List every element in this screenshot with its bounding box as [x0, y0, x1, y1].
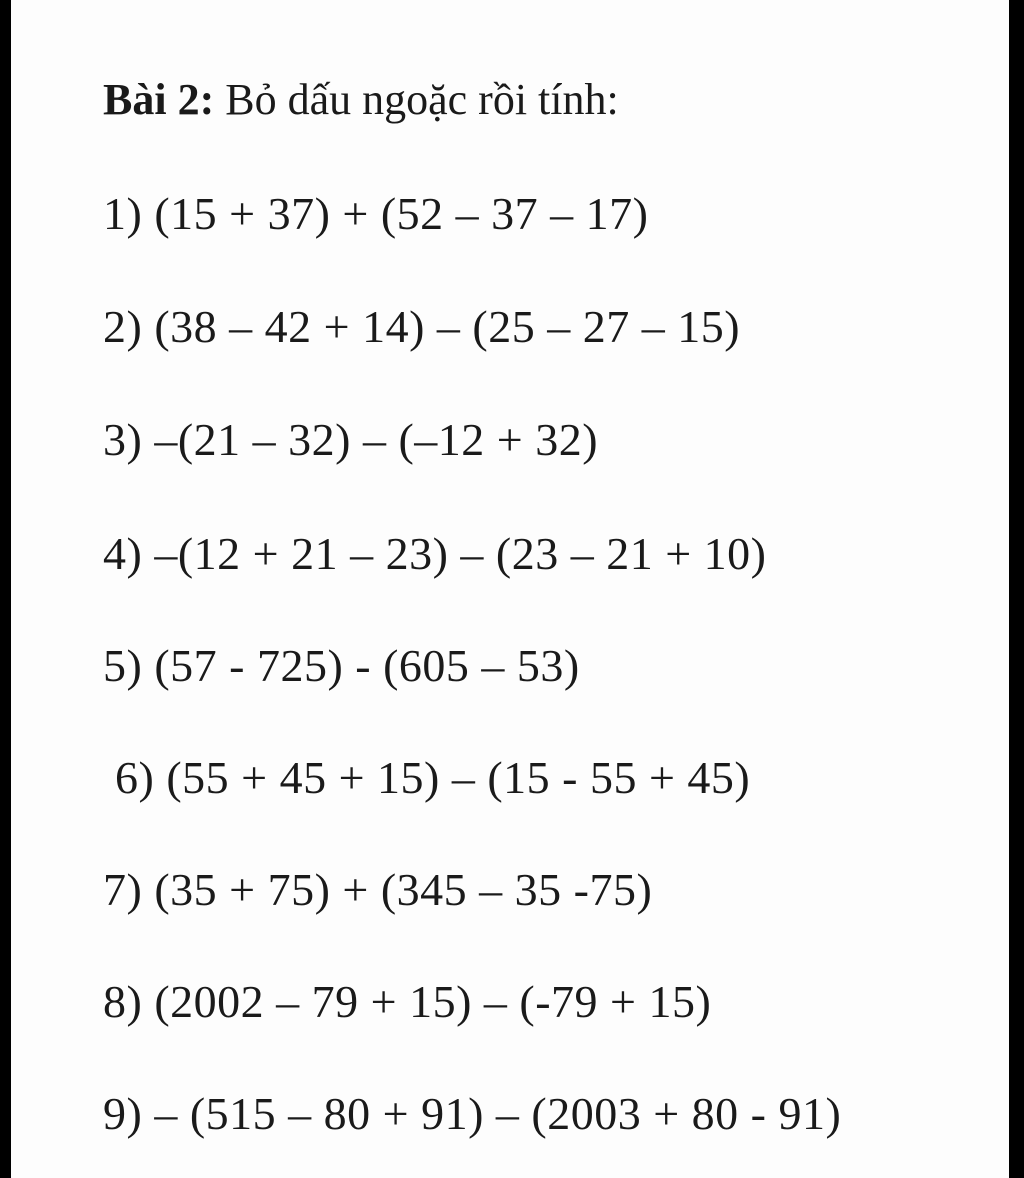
problem-1: [103, 186, 649, 242]
problem-expression: (2002 – 79 + 15) – (-79 + 15): [154, 976, 712, 1027]
problem-number: 7): [103, 864, 143, 915]
problem-expression: –(21 – 32) – (–12 + 32): [154, 414, 599, 465]
problem-number: 5): [103, 640, 143, 691]
exercise-title: [103, 72, 619, 128]
problem-number: 8): [103, 976, 143, 1027]
problem-number: 4): [103, 528, 143, 579]
problem-7: [103, 862, 652, 918]
problem-expression: – (515 – 80 + 91) – (2003 + 80 - 91): [154, 1088, 842, 1139]
problem-9: [103, 1086, 841, 1142]
problem-number: 9): [103, 1088, 143, 1139]
problem-expression: –(12 + 21 – 23) – (23 – 21 + 10): [154, 528, 767, 579]
problem-expression: (35 + 75) + (345 – 35 -75): [154, 864, 653, 915]
problem-number: 1): [103, 188, 143, 239]
problem-number: 2): [103, 301, 143, 352]
exercise-label: Bài 2:: [103, 75, 215, 124]
problem-expression: (38 – 42 + 14) – (25 – 27 – 15): [154, 301, 741, 352]
problem-number: 3): [103, 414, 143, 465]
problem-expression: (57 - 725) - (605 – 53): [154, 640, 580, 691]
problem-8: [103, 974, 711, 1030]
problem-expression: (15 + 37) + (52 – 37 – 17): [154, 188, 649, 239]
problem-3: [103, 412, 598, 468]
problem-6: [115, 750, 750, 806]
problem-2: [103, 299, 740, 355]
problem-number: 6): [115, 752, 155, 803]
problem-4: [103, 526, 767, 582]
problem-5: [103, 638, 580, 694]
problem-expression: (55 + 45 + 15) – (15 - 55 + 45): [166, 752, 751, 803]
document-page: [11, 0, 1009, 1178]
exercise-instruction: Bỏ dấu ngoặc rồi tính:: [225, 75, 619, 124]
